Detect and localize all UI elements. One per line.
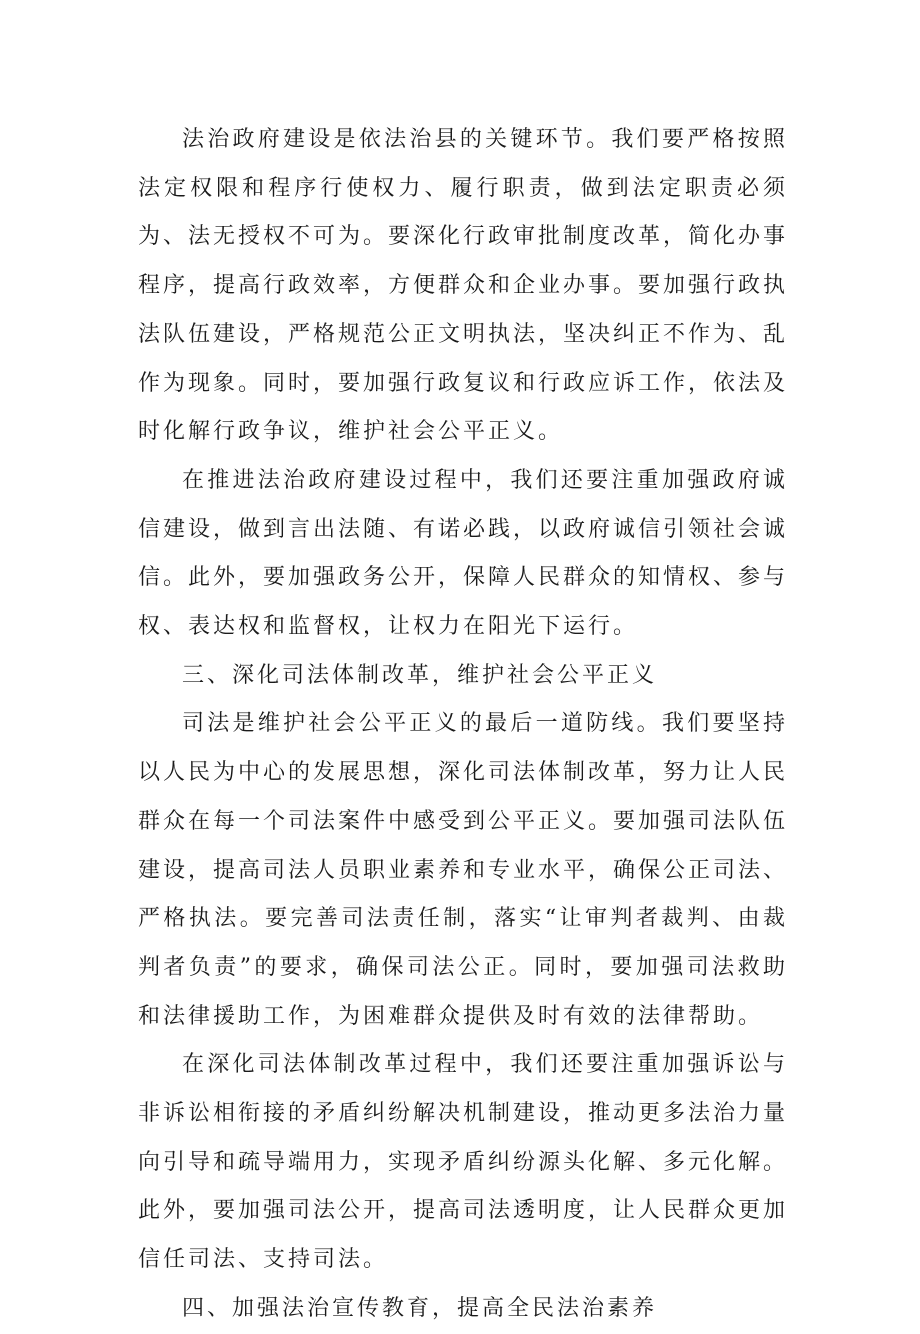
paragraph-law-based-government: 法治政府建设是依法治县的关键环节。我们要严格按照法定权限和程序行使权力、履行职责，做到法定职责必须为、法无授权不可为。要深化行政审批制度改革，简化办事程序，提高行政效率，方便群众和企业办事。要加强行政执法队伍建设，严格规范公正文明执法，坚决纠正不作为、乱作为现象。同时，要加强行政复议和行政应诉工作，依法及时化解行政争议，维护社会公平正义。	[138, 127, 789, 445]
paragraph-dispute-resolution: 在深化司法体制改革过程中，我们还要注重加强诉讼与非诉讼相衔接的矛盾纠纷解决机制建设，推动更多法治力量向引导和疏导端用力，实现矛盾纠纷源头化解、多元化解。此外，要加强司法公开，提高司法透明度，让人民群众更加信任司法、支持司法。	[138, 1052, 789, 1273]
document-body	[138, 116, 788, 1334]
paragraph-judicial-justice: 司法是维护社会公平正义的最后一道防线。我们要坚持以人民为中心的发展思想，深化司法体制改革，努力让人民群众在每一个司法案件中感受到公平正义。要加强司法队伍建设，提高司法人员职业素养和专业水平，确保公正司法、严格执法。要完善司法责任制，落实“让审判者裁判、由裁判者负责”的要求，确保司法公正。同时，要加强司法救助和法律援助工作，为困难群众提供及时有效的法律帮助。	[138, 711, 789, 1029]
section-heading-judicial-reform: 三、深化司法体制改革，维护社会公平正义	[182, 662, 658, 688]
section-heading-legal-education: 四、加强法治宣传教育，提高全民法治素养	[182, 1295, 658, 1321]
paragraph-government-integrity: 在推进法治政府建设过程中，我们还要注重加强政府诚信建设，做到言出法随、有诺必践，以政府诚信引领社会诚信。此外，要加强政务公开，保障人民群众的知情权、参与权、表达权和监督权，让权力在阳光下运行。	[138, 467, 789, 640]
